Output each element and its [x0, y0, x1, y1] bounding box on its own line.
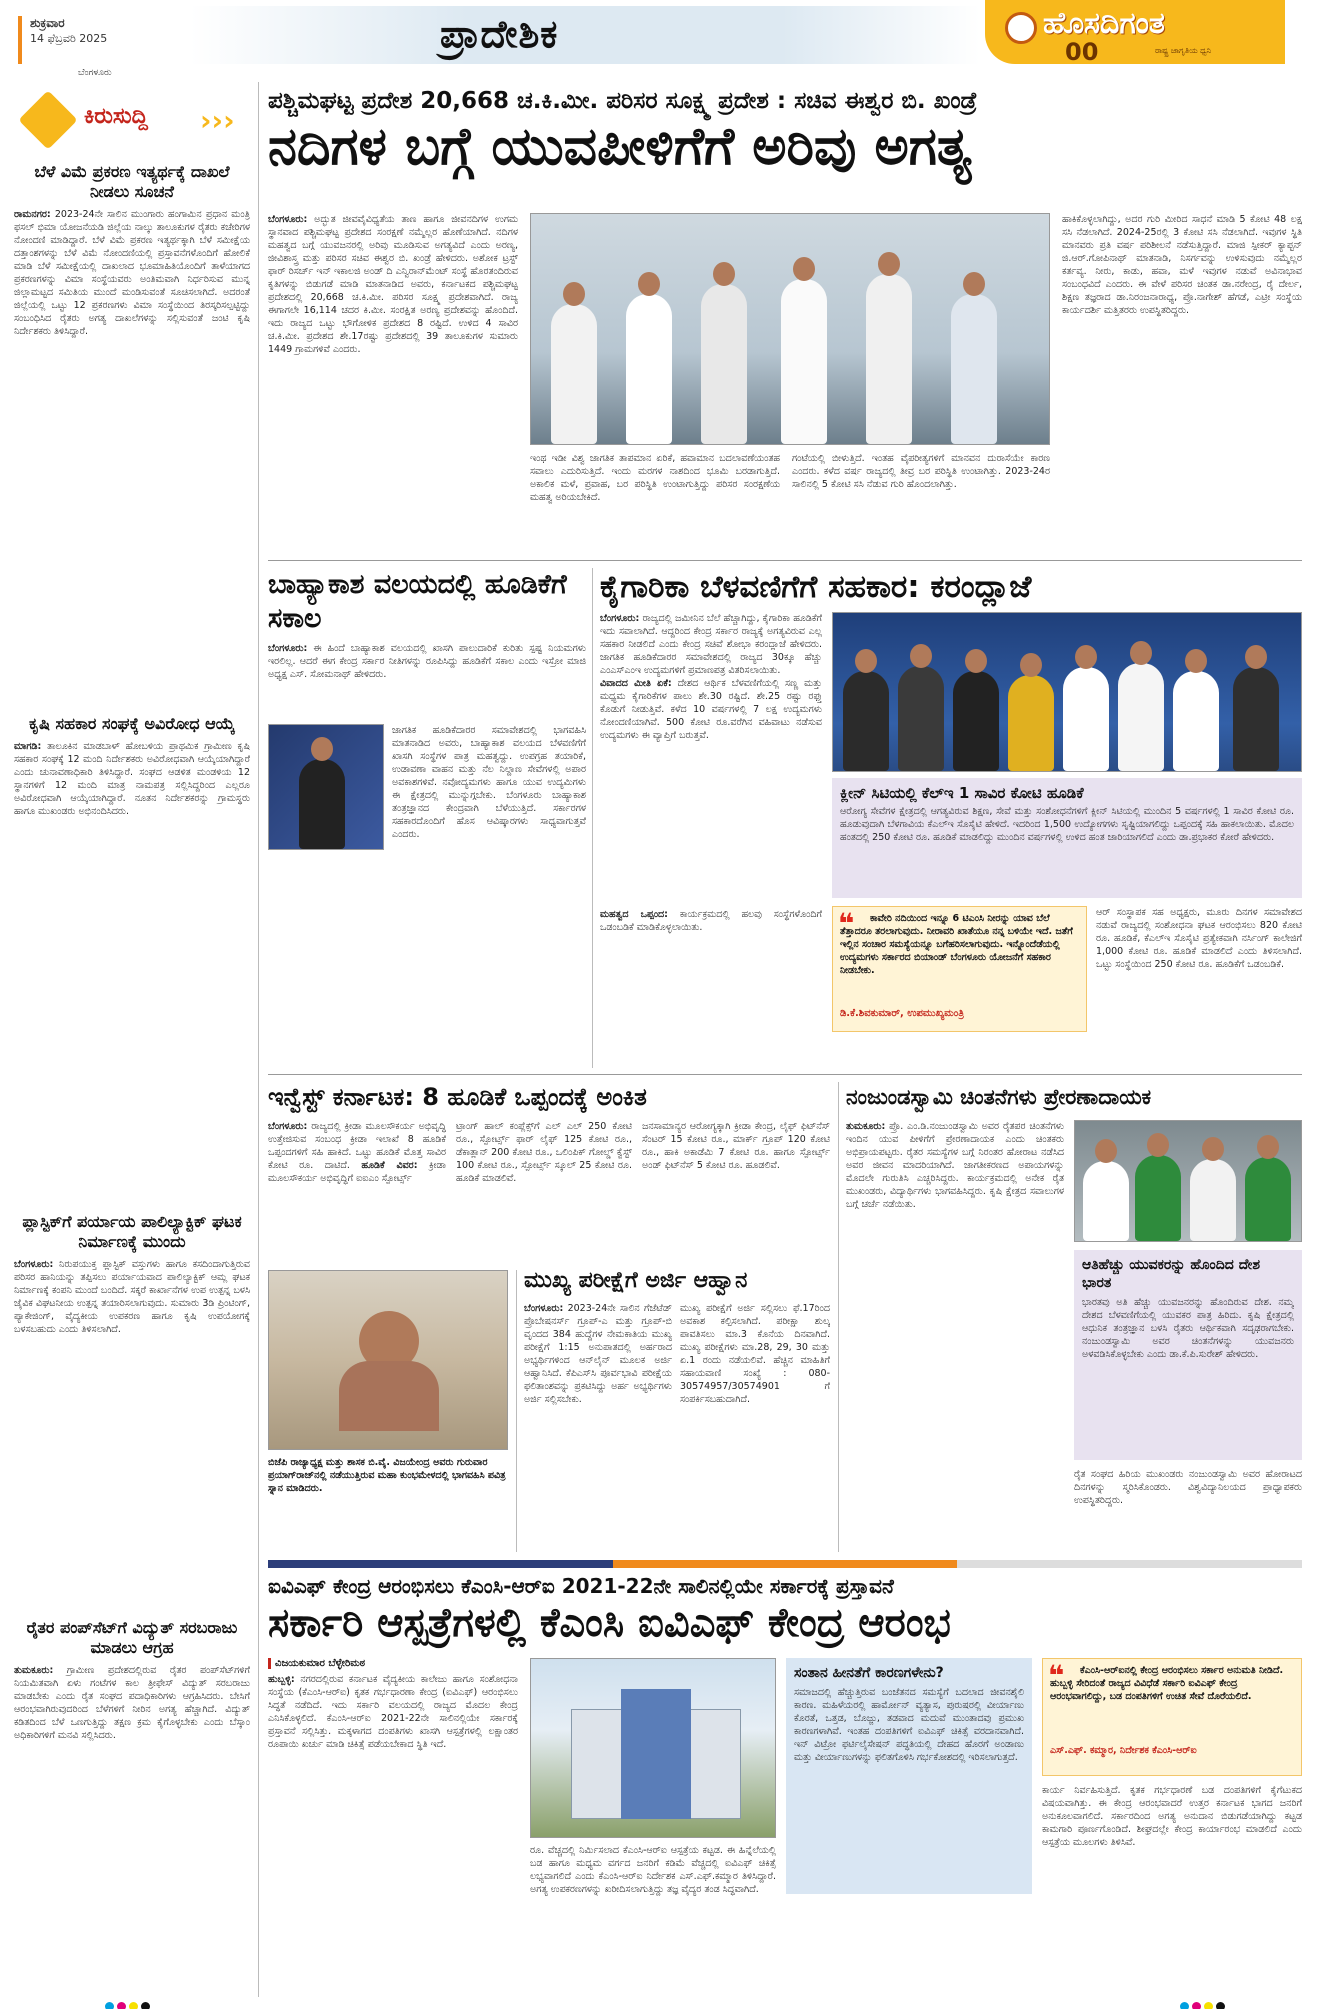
story-body	[14, 740, 250, 1230]
dateline: ರಾಮನಗರ:	[14, 209, 51, 220]
dateline: ಬೆಂಗಳೂರು:	[268, 214, 308, 225]
industry-photo	[832, 612, 1302, 772]
story-headline: ಪ್ಲಾಸ್ಟಿಕ್‌ಗೆ ಪರ್ಯಾಯ ಪಾಲಿಲ್ಯಾಕ್ಟಿಕ್ ಘಟಕ ನಿರ್ಮಾಣಕ್ಕೆ ಮುಂದು	[22, 1212, 242, 1251]
divider	[838, 1082, 839, 1552]
space-photo	[268, 724, 384, 850]
sidebar-story-4	[14, 1618, 250, 1964]
paper-logo	[985, 0, 1285, 64]
subhead: ವಿವಾದದ ಮೀತಿ ಏಕೆ:	[600, 678, 672, 689]
logo-emblem-icon	[1005, 12, 1037, 44]
dateline: ಹುಬ್ಬಳ್ಳಿ:	[268, 1674, 295, 1685]
ivf-kicker: ಐವಿಎಫ್ ಕೇಂದ್ರ ಆರಂಭಿಸಲು ಕೆಎಂಸಿ-ಆರ್‌ಐ 2021-22ನೇ ಸಾಲಿನಲ್ಲಿಯೇ ಸರ್ಕಾರಕ್ಕೆ ಪ್ರಸ್ತಾವನೆ	[268, 1574, 894, 1598]
ivf-col-1-text: ಹುಬ್ಬಳ್ಳಿ: ನಗರದಲ್ಲಿರುವ ಕರ್ನಾಟಕ ವೈದ್ಯಕೀಯ ಕಾಲೇಜು ಹಾಗೂ ಸಂಶೋಧನಾ ಸಂಸ್ಥೆಯ (ಕೆಎಂಸಿ-ಆರ್‌ಐ) ಕೃತಕ ಗರ್ಭಧಾರಣಾ ಕೇಂದ್ರ (ಐವಿಎಫ್) ಆರಂಭಿಸಲು ಸಿದ್ಧತೆ ನಡೆದಿದೆ. ಇದು ಸರ್ಕಾರಿ ವಲಯದಲ್ಲಿ ರಾಜ್ಯದ ಮೊದಲ ಕೇಂದ್ರ ಎನಿಸಿಕೊಳ್ಳಲಿದೆ. ಕೆಎಂಸಿ-ಆರ್‌ಐ 2021-22ನೇ ಸಾಲಿನಲ್ಲಿಯೇ ಸರ್ಕಾರಕ್ಕೆ ಪ್ರಸ್ತಾವನೆ ಸಲ್ಲಿಸಿತ್ತು. ಮಕ್ಕಳಾಗದ ದಂಪತಿಗಳು ಖಾಸಗಿ ಆಸ್ಪತ್ರೆಗಳಲ್ಲಿ ಲಕ್ಷಾಂತರ ರೂಪಾಯಿ ಖರ್ಚು ಮಾಡಿ ಚಿಕಿತ್ಸೆ ಪಡೆಯಬೇಕಾದ ಸ್ಥಿತಿ ಇದೆ.	[268, 1674, 518, 1750]
story-text: ಗ್ರಾಮೀಣ ಪ್ರದೇಶದಲ್ಲಿರುವ ರೈತರ ಪಂಪ್‌ಸೆಟ್‌ಗಳಿಗೆ ನಿಯಮಿತವಾಗಿ ಏಳು ಗಂಟೆಗಳ ಕಾಲ ತ್ರೀಫೇಸ್ ವಿದ್ಯುತ್ ಸರಬರಾಜು ಮಾಡಬೇಕು ಎಂದು ರೈತ ಸಂಘದ ಪದಾಧಿಕಾರಿಗಳು ಆಗ್ರಹಿಸಿದರು. ಬೇಸಿಗೆ ಆರಂಭವಾಗಿರುವುದರಿಂದ ಬೆಳೆಗಳಿಗೆ ನೀರಿನ ಅಗತ್ಯ ಹೆಚ್ಚಾಗಿದೆ. ವಿದ್ಯುತ್ ಕಡಿತದಿಂದ ಬೆಳೆ ಒಣಗುತ್ತಿದ್ದು ತಕ್ಷಣ ಕ್ರಮ ಕೈಗೊಳ್ಳಬೇಕು ಎಂದು ಬೆಸ್ಕಾಂ ಅಧಿಕಾರಿಗಳಿಗೆ ಮನವಿ ಸಲ್ಲಿಸಿದರು.	[14, 1665, 250, 1741]
divider	[516, 1270, 517, 1552]
right-col-text: ಆರ್ ಸಂಸ್ಥಾಪಕ ಸಹ ಅಧ್ಯಕ್ಷರು, ಮೂರು ದಿನಗಳ ಸಮಾವೇಶದ ನಡುವೆ ರಾಜ್ಯದಲ್ಲಿ ಸಂಶೋಧನಾ ಘಟಕ ಆರಂಭಿಸಲು 820 ಕೋಟಿ ರೂ. ಹೂಡಿಕೆ, ಕೆಎಲ್‌ಇ ಸೊಸೈಟಿ ಪ್ರತ್ಯೇಕವಾಗಿ ನರ್ಸಿಂಗ್ ಕಾಲೇಜಿಗೆ 1,000 ಕೋಟಿ ರೂ. ಹೂಡಿಕೆ ಮಾಡಲಿದೆ ಎಂದು ತಿಳಿಸಲಾಗಿದೆ. ಒಟ್ಟು ಸಂಸ್ಥೆಯಿಂದ 250 ಕೋಟಿ ರೂ. ಹೂಡಿಕೆಗೆ ಒಡಂಬಡಿಕೆ.	[1096, 907, 1302, 970]
nanjunda-box	[1074, 1250, 1302, 1460]
exam-headline: ಮುಖ್ಯ ಪರೀಕ್ಷೆಗೆ ಅರ್ಜಿ ಆಹ್ವಾನ	[524, 1268, 748, 1293]
kirusuddi-logo	[20, 92, 250, 148]
industry-story	[600, 568, 1302, 1068]
chevron-right-icon: ›››	[200, 104, 235, 137]
dateline: ಬೆಂಗಳೂರು:	[268, 1121, 308, 1132]
box-headline: ಆತಿಹೆಚ್ಚು ಯುವಕರನ್ನು ಹೊಂದಿದ ದೇಶ ಭಾರತ	[1082, 1257, 1261, 1291]
sidebar	[14, 82, 252, 2002]
color-bar	[268, 1560, 1302, 1568]
box-body: ಭಾರತವು ಅತಿ ಹೆಚ್ಚು ಯುವಜನರನ್ನು ಹೊಂದಿರುವ ದೇಶ. ನಮ್ಮ ದೇಶದ ಬೆಳವಣಿಗೆಯಲ್ಲಿ ಯುವಕರ ಪಾತ್ರ ಹಿರಿದು. ಕೃಷಿ ಕ್ಷೇತ್ರದಲ್ಲಿ ಆಧುನಿಕ ತಂತ್ರಜ್ಞಾನ ಬಳಸಿ ರೈತರು ಆರ್ಥಿಕವಾಗಿ ಸದೃಢರಾಗಬೇಕು. ನಂಜುಂಡಸ್ವಾಮಿ ಅವರ ಚಿಂತನೆಗಳನ್ನು ಯುವಜನರು ಅಳವಡಿಸಿಕೊಳ್ಳಬೇಕು ಎಂದು ಡಾ.ಕೆ.ಪಿ.ಸುರೇಶ್ ಹೇಳಿದರು.	[1082, 1297, 1294, 1360]
issue-date: 14 ಫೆಬ್ರವರಿ 2025	[30, 32, 108, 45]
story-headline: ಕೃಷಿ ಸಹಕಾರ ಸಂಘಕ್ಕೆ ಅವಿರೋಧ ಆಯ್ಕೆ	[28, 714, 236, 733]
lead-headline: ನದಿಗಳ ಬಗ್ಗೆ ಯುವಪೀಳಿಗೆಗೆ ಅರಿವು ಅಗತ್ಯ	[268, 117, 972, 177]
paper-name: ಹೊಸದಿಗಂತ	[1043, 6, 1165, 41]
quote-box	[832, 906, 1087, 1032]
ivf-story	[268, 1574, 1302, 1994]
industry-col-1: ಬೆಂಗಳೂರು: ರಾಜ್ಯದಲ್ಲಿ ಜಮೀನಿನ ಬೆಲೆ ಹೆಚ್ಚಾಗಿದ್ದು, ಕೈಗಾರಿಕಾ ಹೂಡಿಕೆಗೆ ಇದು ಸವಾಲಾಗಿದೆ. ಆದ್ದರಿಂದ ಕೇಂದ್ರ ಸರ್ಕಾರ ರಾಜ್ಯಕ್ಕೆ ಅಗತ್ಯವಿರುವ ಎಲ್ಲ ಸಹಕಾರ ನೀಡಲಿದೆ ಎಂದು ಕೇಂದ್ರ ಸಚಿವೆ ಶೋಭಾ ಕರಂದ್ಲಾಜೆ ಹೇಳಿದರು. ಜಾಗತಿಕ ಹೂಡಿಕೆದಾರರ ಸಮಾವೇಶದಲ್ಲಿ ರಾಜ್ಯದ 30ಕ್ಕೂ ಹೆಚ್ಚು ಎಂಎಸ್‌ಎಂಇ ಉದ್ಯಮಗಳಿಗೆ ಪ್ರಮಾಣಪತ್ರ ವಿತರಿಸಲಾಯಿತು. ವಿವಾದದ ಮೀತಿ ಏಕೆ: ದೇಶದ ಆರ್ಥಿಕ ಬೆಳವಣಿಗೆಯಲ್ಲಿ ಸಣ್ಣ ಮತ್ತು ಮಧ್ಯಮ ಕೈಗಾರಿಕೆಗಳ ಪಾಲು ಶೇ.30 ರಷ್ಟಿದೆ. ಶೇ.25 ರಷ್ಟು ರಫ್ತು ಕೊಡುಗೆ ನೀಡುತ್ತಿವೆ. ಕಳೆದ 10 ವರ್ಷಗಳಲ್ಲಿ 7 ಲಕ್ಷ ಉದ್ಯಮಗಳು ನೋಂದಣಿಯಾಗಿವೆ. 500 ಕೋಟಿ ರೂ.ವರೆಗಿನ ವಹಿವಾಟು ನಡೆಸುವ ಉದ್ಯಮಗಳು ಈ ವ್ಯಾಪ್ತಿಗೆ ಬರುತ್ತವೆ.	[600, 613, 822, 741]
story-body	[14, 208, 250, 708]
divider	[268, 560, 1302, 561]
dateline: ಬೆಂಗಳೂರು:	[600, 613, 640, 624]
nanjunda-photo	[1074, 1120, 1302, 1242]
ivf-col-4: ಕಾರ್ಯ ನಿರ್ವಹಿಸುತ್ತಿದೆ. ಕೃತಕ ಗರ್ಭಧಾರಣೆ ಬಡ ದಂಪತಿಗಳಿಗೆ ಕೈಗೆಟುಕದ ವಿಷಯವಾಗಿತ್ತು. ಈ ಕೇಂದ್ರ ಆರಂಭವಾದರೆ ಉತ್ತರ ಕರ್ನಾಟಕ ಭಾಗದ ಜನರಿಗೆ ಅನುಕೂಲವಾಗಲಿದೆ. ಸರ್ಕಾರದಿಂದ ಅಗತ್ಯ ಅನುದಾನ ಬಿಡುಗಡೆಯಾಗಿದ್ದು ಕಟ್ಟಡ ಕಾಮಗಾರಿ ಪೂರ್ಣಗೊಂಡಿದೆ. ಶೀಘ್ರದಲ್ಲೇ ಕೇಂದ್ರ ಕಾರ್ಯಾರಂಭ ಮಾಡಲಿದೆ ಎಂದು ಆಸ್ಪತ್ರೆಯ ಮೂಲಗಳು ತಿಳಿಸಿವೆ.	[1042, 1785, 1302, 1848]
story-body	[14, 1664, 250, 1964]
dateline: ಬೆಂಗಳೂರು:	[14, 1259, 54, 1270]
story-text: ನಿರುಪಯುಕ್ತ ಪ್ಲಾಸ್ಟಿಕ್ ವಸ್ತುಗಳು ಹಾಗೂ ಕಸದಿಂದಾಗುತ್ತಿರುವ ಪರಿಸರ ಹಾನಿಯನ್ನು ತಪ್ಪಿಸಲು ಪರ್ಯಾಯವಾದ ಪಾಲಿಲ್ಯಾಕ್ಟಿಕ್ ಆಮ್ಲ ಘಟಕ ನಿರ್ಮಾಣಕ್ಕೆ ಕಂಪನಿ ಮುಂದೆ ಬಂದಿದೆ. ಸಕ್ಕರೆ ಕಾರ್ಖಾನೆಗಳ ಉಪ ಉತ್ಪನ್ನ ಬಳಸಿ ಜೈವಿಕ ವಿಘಟನೀಯ ಉತ್ಪನ್ನ ತಯಾರಿಸಲಾಗುವುದು. ಸುಮಾರು 3ಡಿ ಪ್ರಿಂಟಿಂಗ್, ಪ್ಯಾಕೇಜಿಂಗ್, ವೈದ್ಯಕೀಯ ಉಪಕರಣ ಹಾಗೂ ಕೃಷಿ ಉಪಯೋಗಕ್ಕೆ ಬಳಸಬಹುದು ಎಂದು ತಿಳಿಸಲಾಗಿದೆ.	[14, 1259, 250, 1335]
quote-icon: ❝	[838, 907, 855, 940]
byline: ವಿಜಯಕುಮಾರ ಬೆಳ್ಳೇರಿಮಠ	[268, 1658, 518, 1669]
quote-attribution: ಡಿ.ಕೆ.ಶಿವಕುಮಾರ್, ಉಪಮುಖ್ಯಮಂತ್ರಿ	[840, 1008, 964, 1019]
exam-story	[524, 1266, 830, 1552]
space-col-1: ಬೆಂಗಳೂರು: ಈ ಹಿಂದೆ ಬಾಹ್ಯಾಕಾಶ ವಲಯದಲ್ಲಿ ಖಾಸಗಿ ಪಾಲುದಾರಿಕೆ ಕುರಿತು ಸ್ಪಷ್ಟ ನಿಯಮಗಳು ಇರಲಿಲ್ಲ. ಆದರೆ ಈಗ ಕೇಂದ್ರ ಸರ್ಕಾರ ನೀತಿಗಳನ್ನು ರೂಪಿಸಿದ್ದು ಹೂಡಿಕೆಗೆ ಸಕಾಲ ಎಂದು ಇಸ್ರೋ ಮಾಜಿ ಅಧ್ಯಕ್ಷ ಎಸ್. ಸೋಮನಾಥ್ ಹೇಳಿದರು.	[268, 643, 586, 680]
section-banner	[190, 6, 980, 64]
space-col-2: ಜಾಗತಿಕ ಹೂಡಿಕೆದಾರರ ಸಮಾವೇಶದಲ್ಲಿ ಭಾಗವಹಿಸಿ ಮಾತನಾಡಿದ ಅವರು, ಬಾಹ್ಯಾಕಾಶ ವಲಯದ ಬೆಳವಣಿಗೆಗೆ ಖಾಸಗಿ ಸಂಸ್ಥೆಗಳ ಪಾತ್ರ ಮಹತ್ವದ್ದು. ಉಪಗ್ರಹ ತಯಾರಿಕೆ, ಉಡಾವಣಾ ವಾಹನ ಮತ್ತು ನೆಲ ನಿಲ್ದಾಣ ಸೇವೆಗಳಲ್ಲಿ ಅಪಾರ ಅವಕಾಶಗಳಿವೆ. ನವೋದ್ಯಮಗಳು ಹಾಗೂ ಯುವ ಉದ್ಯಮಿಗಳು ಈ ಕ್ಷೇತ್ರದಲ್ಲಿ ಮುನ್ನುಗ್ಗಬೇಕು. ಬೆಂಗಳೂರು ಬಾಹ್ಯಾಕಾಶ ತಂತ್ರಜ್ಞಾನದ ಕೇಂದ್ರವಾಗಿ ಬೆಳೆಯುತ್ತಿದೆ. ಸರ್ಕಾರಗಳ ಸಹಕಾರದೊಂದಿಗೆ ಹೊಸ ಆವಿಷ್ಕಾರಗಳು ಸಾಧ್ಯವಾಗುತ್ತವೆ ಎಂದರು.	[392, 725, 586, 840]
dateline: ತುಮಕೂರು:	[846, 1121, 886, 1132]
photo-caption: ರೂ. ವೆಚ್ಚದಲ್ಲಿ ನಿರ್ಮಿಸಲಾದ ಕೆಎಂಸಿ-ಆರ್‌ಐ ಆಸ್ಪತ್ರೆಯ ಕಟ್ಟಡ.	[530, 1845, 723, 1856]
exam-col-2: ಮುಖ್ಯ ಪರೀಕ್ಷೆಗೆ ಅರ್ಜಿ ಸಲ್ಲಿಸಲು ಫೆ.17ರಿಂದ ಅವಕಾಶ ಕಲ್ಪಿಸಲಾಗಿದೆ. ಪರೀಕ್ಷಾ ಶುಲ್ಕ ಪಾವತಿಸಲು ಮಾ.3 ಕೊನೆಯ ದಿನವಾಗಿದೆ. ಮುಖ್ಯ ಪರೀಕ್ಷೆಗಳು ಮಾ.28, 29, 30 ಮತ್ತು ಏ.1 ರಂದು ನಡೆಯಲಿವೆ. ಹೆಚ್ಚಿನ ಮಾಹಿತಿಗೆ ಸಹಾಯವಾಣಿ ಸಂಖ್ಯೆ : 080-30574957/30574901 ಗೆ ಸಂಪರ್ಕಿಸಬಹುದಾಗಿದೆ.	[680, 1303, 830, 1405]
ivf-quote-box	[1042, 1658, 1302, 1776]
story-body	[14, 1258, 250, 1638]
lead-photo	[530, 213, 1050, 445]
dateline: ಬೆಂಗಳೂರು:	[524, 1303, 564, 1314]
ivf-col-2: ರೂ. ವೆಚ್ಚದಲ್ಲಿ ನಿರ್ಮಿಸಲಾದ ಕೆಎಂಸಿ-ಆರ್‌ಐ ಆಸ್ಪತ್ರೆಯ ಕಟ್ಟಡ. ಈ ಹಿನ್ನೆಲೆಯಲ್ಲಿ ಬಡ ಹಾಗೂ ಮಧ್ಯಮ ವರ್ಗದ ಜನರಿಗೆ ಕಡಿಮೆ ವೆಚ್ಚದಲ್ಲಿ ಐವಿಎಫ್ ಚಿಕಿತ್ಸೆ ಲಭ್ಯವಾಗಲಿದೆ ಎಂದು ಕೆಎಂಸಿ-ಆರ್‌ಐ ನಿರ್ದೇಶಕ ಎಸ್.ಎಫ್.ಕಮ್ಮಾರ ತಿಳಿಸಿದ್ದಾರೆ. ಅಗತ್ಯ ಉಪಕರಣಗಳನ್ನು ಖರೀದಿಸಲಾಗುತ್ತಿದ್ದು ತಜ್ಞ ವೈದ್ಯರ ತಂಡ ಸಿದ್ಧವಾಗಿದೆ.	[530, 1845, 776, 1895]
ivf-building-photo	[530, 1658, 776, 1838]
story-text: ತಾಲೂಕಿನ ಮಾಡಬಾಳ್ ಹೋಬಳಿಯ ಪ್ರಾಥಮಿಕ ಗ್ರಾಮೀಣ ಕೃಷಿ ಸಹಕಾರ ಸಂಘಕ್ಕೆ 12 ಮಂದಿ ನಿರ್ದೇಶಕರು ಅವಿರೋಧವಾಗಿ ಆಯ್ಕೆಯಾಗಿದ್ದಾರೆ ಎಂದು ಚುನಾವಣಾಧಿಕಾರಿ ತಿಳಿಸಿದ್ದಾರೆ. ಸಂಘದ ಆಡಳಿತ ಮಂಡಳಿಯ 12 ಸ್ಥಾನಗಳಿಗೆ 12 ಮಂದಿ ಮಾತ್ರ ನಾಮಪತ್ರ ಸಲ್ಲಿಸಿದ್ದರಿಂದ ಎಲ್ಲರೂ ಅವಿರೋಧವಾಗಿ ಆಯ್ಕೆಯಾಗಿದ್ದಾರೆ. ನೂತನ ನಿರ್ದೇಶಕರನ್ನು ಗ್ರಾಮಸ್ಥರು ಹಾಗೂ ಮುಖಂಡರು ಅಭಿನಂದಿಸಿದರು.	[14, 741, 250, 817]
invest-col-2: ಟ್ರಾಂಗ್ ಹಾಲ್ ಕಂಪ್ಲೆಕ್ಸ್‌ಗೆ ಎಲ್ ಎಲ್ 250 ಕೋಟಿ ರೂ., ಸ್ಪೋರ್ಟ್ಸ್ ಫಾರ್ ಲೈಫ್ 125 ಕೋಟಿ ರೂ., ಡೆಕಾತ್ಲಾನ್ 200 ಕೋಟಿ ರೂ., ಒಲಿಂಪಿಕ್ ಗೋಲ್ಡ್ ಕ್ವೆಸ್ಟ್ 100 ಕೋಟಿ ರೂ., ಸ್ಪೋರ್ಟ್ಸ್ ಸ್ಕೂಲ್ 25 ಕೋಟಿ ರೂ. ಹೂಡಿಕೆ ಮಾಡಲಿವೆ.	[456, 1121, 632, 1184]
nanjunda-col-1: ತುಮಕೂರು: ಪ್ರೊ. ಎಂ.ಡಿ.ನಂಜುಂಡಸ್ವಾಮಿ ಅವರ ರೈತಪರ ಚಿಂತನೆಗಳು ಇಂದಿನ ಯುವ ಪೀಳಿಗೆಗೆ ಪ್ರೇರಣಾದಾಯಕ ಎಂದು ಚಿಂತಕರು ಅಭಿಪ್ರಾಯಪಟ್ಟರು. ರೈತರ ಸಮಸ್ಯೆಗಳ ಬಗ್ಗೆ ನಿರಂತರ ಹೋರಾಟ ನಡೆಸಿದ ಅವರ ಜೀವನ ಮಾದರಿಯಾಗಿದೆ. ಜಾಗತೀಕರಣದ ಅಪಾಯಗಳನ್ನು ಮೊದಲೇ ಗುರುತಿಸಿ ಎಚ್ಚರಿಸಿದ್ದರು. ಕಾರ್ಯಕ್ರಮದಲ್ಲಿ ಅನೇಕ ರೈತ ಮುಖಂಡರು, ವಿದ್ಯಾರ್ಥಿಗಳು ಭಾಗವಹಿಸಿದ್ದರು. ಕೃಷಿ ಕ್ಷೇತ್ರದ ಸವಾಲುಗಳ ಬಗ್ಗೆ ಚರ್ಚೆ ನಡೆಯಿತು.	[846, 1121, 1064, 1210]
lead-col-3: ಗಂಟೆಯಲ್ಲಿ ಬೀಳುತ್ತಿದೆ. ಇಂತಹ ವೈಪರೀತ್ಯಗಳಿಗೆ ಮಾನವನ ದುರಾಸೆಯೇ ಕಾರಣ ಎಂದರು. ಕಳೆದ ವರ್ಷ ರಾಜ್ಯದಲ್ಲಿ ತೀವ್ರ ಬರ ಪರಿಸ್ಥಿತಿ ಉಂಟಾಗಿತ್ತು. 2023-24ರ ಸಾಲಿನಲ್ಲಿ 5 ಕೋಟಿ ಸಸಿ ನೆಡುವ ಗುರಿ ಹೊಂದಲಾಗಿತ್ತು.	[792, 453, 1050, 490]
sidebar-story-3	[14, 1212, 250, 1638]
hand-icon	[18, 90, 77, 149]
invest-col-3: ಜನಸಾಮಾನ್ಯರ ಆರೋಗ್ಯಕ್ಕಾಗಿ ಕ್ರೀಡಾ ಕೇಂದ್ರ, ಲೈಫ್ ಫಿಟ್‌ನೆಸ್ ಸೆಂಟರ್ 15 ಕೋಟಿ ರೂ., ಮಾರ್ಕ್ ಗ್ರೂಪ್ 120 ಕೋಟಿ ರೂ., ಹಾಕಿ ಅಕಾಡೆಮಿ 7 ಕೋಟಿ ರೂ. ಹಾಗೂ ಸ್ಪೋರ್ಟ್ಸ್ ಅಂಡ್ ಫಿಟ್‌ನೆಸ್ 5 ಕೋಟಿ ರೂ. ಹೂಡಲಿವೆ.	[642, 1121, 830, 1171]
kleen-body: ಆರೋಗ್ಯ ಸೇವೆಗಳ ಕ್ಷೇತ್ರದಲ್ಲಿ ಆಗತ್ಯವಿರುವ ಶಿಕ್ಷಣ, ಸೇವೆ ಮತ್ತು ಸಂಶೋಧನೆಗಳಿಗೆ ಕ್ಲೀನ್ ಸಿಟಿಯಲ್ಲಿ ಮುಂದಿನ 5 ವರ್ಷಗಳಲ್ಲಿ 1 ಸಾವಿರ ಕೋಟಿ ರೂ. ಹೂಡುವುದಾಗಿ ಬೆಳಗಾವಿಯ ಕೆಎಲ್‌ಇ ಸೊಸೈಟಿ ಹೇಳಿದೆ. ಇದರಿಂದ 1,500 ಉದ್ಯೋಗಗಳು ಸೃಷ್ಟಿಯಾಗಲಿದ್ದು ಒಪ್ಪಂದಕ್ಕೆ ಸಹಿ ಹಾಕಲಾಯಿತು. ಮೊದಲ ಹಂತದಲ್ಲಿ 250 ಕೋಟಿ ರೂ. ಹೂಡಿಕೆ ಮಾಡಲಿದ್ದು ಮುಂದಿನ ವರ್ಷಗಳಲ್ಲಿ ಉಳಿದ ಹಂತ ಜಾರಿಯಾಗಲಿದೆ ಎಂದು ಡಾ.ಪ್ರಭಾಕರ ಕೋರೆ ಹೇಳಿದರು.	[840, 806, 1294, 843]
space-story	[268, 568, 586, 1068]
divider	[592, 568, 593, 1068]
ivf-box	[786, 1658, 1032, 1894]
tagline: ರಾಷ್ಟ್ರ ಜಾಗೃತಿಯ ಧ್ವನಿ	[1155, 46, 1212, 55]
lead-col-2: ಇಂಥ ಇಡೀ ವಿಶ್ವ ಜಾಗತಿಕ ತಾಪಮಾನ ಏರಿಕೆ, ಹವಾಮಾನ ಬದಲಾವಣೆಯಂತಹ ಸವಾಲು ಎದುರಿಸುತ್ತಿದೆ. ಇಂದು ಮರಗಳ ನಾಶದಿಂದ ಭೂಮಿ ಬರಡಾಗುತ್ತಿದೆ. ಅಕಾಲಿಕ ಮಳೆ, ಪ್ರವಾಹ, ಬರ ಪರಿಸ್ಥಿತಿ ಉಂಟಾಗುತ್ತಿದ್ದು ಪರಿಸರ ಸಂರಕ್ಷಣೆಯ ಮಹತ್ವ ಅರಿಯಬೇಕಿದೆ.	[530, 453, 780, 503]
place-label: ಬೆಂಗಳೂರು	[78, 68, 112, 78]
lead-kicker: ಪಶ್ಚಿಮಘಟ್ಟ ಪ್ರದೇಶ 20,668 ಚ.ಕಿ.ಮೀ. ಪರಿಸರ ಸೂಕ್ಷ್ಮ ಪ್ರದೇಶ : ಸಚಿವ ಈಶ್ವರ ಬಿ. ಖಂಡ್ರೆ	[268, 88, 978, 114]
quote-text: ಕೆಎಂಸಿ-ಆರ್‌ಐನಲ್ಲಿ ಕೇಂದ್ರ ಆರಂಭಿಸಲು ಸರ್ಕಾರ ಅನುಮತಿ ನೀಡಿದೆ. ಹುಬ್ಬಳ್ಳಿ ಸೇರಿದಂತೆ ರಾಜ್ಯದ ವಿವಿಧೆಡೆ ಸರ್ಕಾರಿ ಐವಿಎಫ್ ಕೇಂದ್ರ ಆರಂಭವಾಗಲಿದ್ದು, ಬಡ ದಂಪತಿಗಳಿಗೆ ಉಚಿತ ಸೇವೆ ದೊರೆಯಲಿದೆ.	[1050, 1665, 1284, 1702]
kirusuddi-title: ಕಿರುಸುದ್ದಿ	[84, 104, 148, 129]
ivf-headline: ಸರ್ಕಾರಿ ಆಸ್ಪತ್ರೆಗಳಲ್ಲಿ ಕೆಎಂಸಿ ಐವಿಎಫ್ ಕೇಂದ್ರ ಆರಂಭ	[268, 1600, 951, 1646]
masthead	[0, 0, 1317, 78]
section-title: ಪ್ರಾದೇಶಿಕ	[440, 12, 559, 56]
dateline: ಮಾಗಡಿ:	[14, 741, 42, 752]
kumbh-photo-block	[268, 1270, 508, 1552]
kumbh-photo	[268, 1270, 508, 1450]
invest-col-1: ಬೆಂಗಳೂರು: ರಾಜ್ಯದಲ್ಲಿ ಕ್ರೀಡಾ ಮೂಲಸೌಕರ್ಯ ಅಭಿವೃದ್ಧಿ ಉತ್ತೇಜಿಸುವ ಸಂಬಂಧ ಕ್ರೀಡಾ ಇಲಾಖೆ 8 ಹೂಡಿಕೆ ಒಪ್ಪಂದಗಳಿಗೆ ಸಹಿ ಹಾಕಿದೆ. ಒಟ್ಟು ಹೂಡಿಕೆ ಮೊತ್ತ ಸಾವಿರ ಕೋಟಿ ರೂ. ದಾಟಿದೆ. ಹೂಡಿಕೆ ವಿವರ: ಕ್ರೀಡಾ ಮೂಲಸೌಕರ್ಯ ಅಭಿವೃದ್ಧಿಗೆ ಐಐಎಂ ಸ್ಪೋರ್ಟ್ಸ್	[268, 1121, 446, 1184]
page-number: 00	[1065, 38, 1099, 66]
box-body: ಸಮಾಜದಲ್ಲಿ ಹೆಚ್ಚುತ್ತಿರುವ ಬಂಜೆತನದ ಸಮಸ್ಯೆಗೆ ಬದಲಾದ ಜೀವನಶೈಲಿ ಕಾರಣ. ಮಹಿಳೆಯರಲ್ಲಿ ಹಾರ್ಮೋನ್ ವ್ಯತ್ಯಾಸ, ಪುರುಷರಲ್ಲಿ ವೀರ್ಯಾಣು ಕೊರತೆ, ಒತ್ತಡ, ಬೊಜ್ಜು, ತಡವಾದ ಮದುವೆ ಮುಂತಾದವು ಪ್ರಮುಖ ಕಾರಣಗಳಾಗಿವೆ. ಇಂತಹ ದಂಪತಿಗಳಿಗೆ ಐವಿಎಫ್ ಚಿಕಿತ್ಸೆ ವರದಾನವಾಗಿದೆ. ಇನ್ ವಿಟ್ರೋ ಫರ್ಟಿಲೈಸೇಷನ್ ಪದ್ಧತಿಯಲ್ಲಿ ದೇಹದ ಹೊರಗೆ ಅಂಡಾಣು ಮತ್ತು ವೀರ್ಯಾಣುಗಳನ್ನು ಫಲಿತಗೊಳಿಸಿ ಗರ್ಭಕೋಶದಲ್ಲಿ ಇರಿಸಲಾಗುತ್ತದೆ.	[794, 1687, 1024, 1763]
lead-col-4: ಹಾಕಿಕೊಳ್ಳಲಾಗಿದ್ದು, ಅದರ ಗುರಿ ಮೀರಿದ ಸಾಧನೆ ಮಾಡಿ 5 ಕೋಟಿ 48 ಲಕ್ಷ ಸಸಿ ನೆಡಲಾಗಿದೆ. 2024-25ರಲ್ಲಿ 3 ಕೋಟಿ ಸಸಿ ನೆಡಲಾಗಿದೆ. ಇವುಗಳ ಸ್ಥಿತಿ ಮಾನವರು ಪ್ರತಿ ವರ್ಷ ಪರಿಶೀಲನೆ ನಡೆಸುತ್ತಿದ್ದಾರೆ. ಮಾಜಿ ಸ್ಪೀಕರ್ ಕ್ಯಾಪ್ಟನ್ ಜಿ.ಆರ್.ಗೋಪಿನಾಥ್ ಮಾತನಾಡಿ, ನಿಸರ್ಗವನ್ನು ಉಳಿಸುವುದು ನಮ್ಮೆಲ್ಲರ ಕರ್ತವ್ಯ. ನೀರು, ಕಾಡು, ಹವಾ, ಮಳೆ ಇವುಗಳ ನಡುವೆ ಅವಿನಾಭಾವ ಸಂಬಂಧವಿದೆ ಎಂದರು. ಈ ವೇಳೆ ಪರಿಸರ ಚಿಂತಕ ಡಾ.ನರೇಂದ್ರ, ರೈ ದೇರ್ಲ, ಶಿಕ್ಷಣ ತಜ್ಞರಾದ ಡಾ.ನಿರಂಜನಾರಾಧ್ಯ, ಪ್ರೊ.ನಾಗೇಶ್ ಹೆಗಡೆ, ಎಟ್ರೀ ಸಂಸ್ಥೆಯ ಕಾರ್ಯದರ್ಶಿ ಮತ್ತಿತರರು ಉಪಸ್ಥಿತರಿದ್ದರು.	[1062, 214, 1302, 316]
story-headline: ಬೆಳೆ ವಿಮೆ ಪ್ರಕರಣ ಇತ್ಯರ್ಥಕ್ಕೆ ದಾಖಲೆ ನೀಡಲು ಸೂಚನೆ	[34, 162, 230, 201]
story-headline: ರೈತರ ಪಂಪ್‌ಸೆಟ್‌ಗೆ ವಿದ್ಯುತ್ ಸರಬರಾಜು ಮಾಡಲು ಆಗ್ರಹ	[26, 1618, 238, 1657]
nanjunda-headline: ನಂಜುಂಡಸ್ವಾಮಿ ಚಿಂತನೆಗಳು ಪ್ರೇರಣಾದಾಯಕ	[846, 1085, 1152, 1109]
lead-story	[268, 88, 1302, 558]
kumbh-caption: ಬಿಜೆಪಿ ರಾಜ್ಯಾಧ್ಯಕ್ಷ ಮತ್ತು ಶಾಸಕ ಬಿ.ವೈ. ವಿಜಯೇಂದ್ರ ಅವರು ಗುರುವಾರ ಪ್ರಯಾಗ್‌ರಾಜ್‌ನಲ್ಲಿ ನಡೆಯುತ್ತಿರುವ ಮಹಾ ಕುಂಭಮೇಳದಲ್ಲಿ ಭಾಗವಹಿಸಿ ಪವಿತ್ರ ಸ್ನಾನ ಮಾಡಿದರು.	[268, 1457, 506, 1494]
registration-marks-left	[105, 1996, 153, 2009]
invest-story	[268, 1082, 830, 1262]
kleen-box	[832, 778, 1302, 898]
industry-col-1b: ಮಹತ್ವದ ಒಪ್ಪಂದ: ಕಾರ್ಯಕ್ರಮದಲ್ಲಿ ಹಲವು ಸಂಸ್ಥೆಗಳೊಂದಿಗೆ ಒಡಂಬಡಿಕೆ ಮಾಡಿಕೊಳ್ಳಲಾಯಿತು.	[600, 909, 822, 933]
lead-col-1: ಬೆಂಗಳೂರು: ಅದ್ಭುತ ಜೀವವೈವಿಧ್ಯತೆಯ ತಾಣ ಹಾಗೂ ಜೀವನದಿಗಳ ಉಗಮ ಸ್ಥಾನವಾದ ಪಶ್ಚಿಮಘಟ್ಟ ಪ್ರದೇಶದ ಸಂರಕ್ಷಣೆ ನಮ್ಮೆಲ್ಲರ ಹೊಣೆಯಾಗಿದೆ. ನದಿಗಳ ಮಹತ್ವದ ಬಗ್ಗೆ ಯುವಜನರಲ್ಲಿ ಅರಿವು ಮೂಡಿಸುವ ಅಗತ್ಯವಿದೆ ಎಂದು ಅರಣ್ಯ, ಜೀವಿಶಾಸ್ತ್ರ ಮತ್ತು ಪರಿಸರ ಸಚಿವ ಈಶ್ವರ ಬಿ. ಖಂಡ್ರೆ ಹೇಳಿದರು. ಅಶೋಕ ಟ್ರಸ್ಟ್ ಫಾರ್ ರಿಸರ್ಚ್ ಇನ್ ಇಕಾಲಜಿ ಅಂಡ್ ದಿ ಎನ್ವಿರಾನ್‌ಮೆಂಟ್ ಸಂಸ್ಥೆ ಹೊರತಂದಿರುವ ಕೃತಿಗಳನ್ನು ಬಿಡುಗಡೆ ಮಾಡಿ ಮಾತನಾಡಿದ ಅವರು, ಕರ್ನಾಟಕದ ಪಶ್ಚಿಮಘಟ್ಟ ಪ್ರದೇಶದಲ್ಲಿ 20,668 ಚ.ಕಿ.ಮೀ. ಪರಿಸರ ಸೂಕ್ಷ್ಮ ಪ್ರದೇಶವಾಗಿದೆ. ರಾಜ್ಯ ಈಗಾಗಲೇ 16,114 ಚದರ ಕಿ.ಮೀ. ಸಂರಕ್ಷಿತ ಅರಣ್ಯ ಪ್ರದೇಶವನ್ನು ಹೊಂದಿದೆ. ಇದು ರಾಜ್ಯದ ಒಟ್ಟು ಭೌಗೋಳಿಕ ಪ್ರದೇಶದ 8 ರಷ್ಟಿದೆ. ಉಳಿದ 4 ಸಾವಿರ ಚ.ಕಿ.ಮೀ. ಪ್ರದೇಶದ ಶೇ.17ರಷ್ಟು ಪ್ರದೇಶದಲ್ಲಿ 39 ತಾಲೂಕುಗಳ ಸುಮಾರು 1449 ಗ್ರಾಮಗಳಿವೆ ಎಂದರು.	[268, 214, 518, 355]
box-headline: ಸಂತಾನ ಹೀನತೆಗೆ ಕಾರಣಗಳೇನು?	[794, 1665, 944, 1681]
sidebar-story-2	[14, 714, 250, 1230]
date-block	[18, 16, 188, 64]
nanjunda-col-3: ರೈತ ಸಂಘದ ಹಿರಿಯ ಮುಖಂಡರು ನಂಜುಂಡಸ್ವಾಮಿ ಅವರ ಹೋರಾಟದ ದಿನಗಳನ್ನು ಸ್ಮರಿಸಿಕೊಂಡರು. ವಿಶ್ವವಿದ್ಯಾನಿಲಯದ ಪ್ರಾಧ್ಯಾಪಕರು ಉಪಸ್ಥಿತರಿದ್ದರು.	[1074, 1469, 1302, 1506]
sidebar-story-1	[14, 162, 250, 708]
sidebar-divider	[258, 82, 259, 1997]
weekday: ಶುಕ್ರವಾರ	[30, 16, 65, 30]
quote-text: ಕಾವೇರಿ ನದಿಯಿಂದ ಇನ್ನೂ 6 ಟಿಎಂಸಿ ನೀರನ್ನು ಯಾವ ಬೆಲೆ ತೆತ್ತಾದರೂ ತರಲಾಗುವುದು. ನೀರಾವರಿ ಖಾತೆಯೂ ನನ್ನ ಬಳಿಯೇ ಇದೆ. ಜತೆಗೆ ಇಲ್ಲಿನ ಸಂಚಾರ ಸಮಸ್ಯೆಯನ್ನೂ ಬಗೆಹರಿಸಲಾಗುವುದು. ಇನ್ನೊಂದೆಡೆಯಲ್ಲಿ ಉದ್ಯಮಗಳು ಸರ್ಕಾರದ ಬಿಯಾಂಡ್ ಬೆಂಗಳೂರು ಯೋಜನೆಗೆ ಸಹಕಾರ ನೀಡಬೇಕು.	[840, 913, 1073, 976]
kleen-headline: ಕ್ಲೀನ್ ಸಿಟಿಯಲ್ಲಿ ಕೆಲ್‌ಇ 1 ಸಾವಿರ ಕೋಟಿ ಹೂಡಿಕೆ	[840, 784, 1084, 802]
quote-icon: ❝	[1048, 1659, 1065, 1692]
registration-marks-right	[1180, 1996, 1228, 2009]
exam-col-1: ಬೆಂಗಳೂರು: 2023-24ನೇ ಸಾಲಿನ ಗೆಜೆಟೆಡ್ ಪ್ರೊಬೇಷನರ್ಸ್ ಗ್ರೂಪ್-ಎ ಮತ್ತು ಗ್ರೂಪ್-ಬಿ ವೃಂದದ 384 ಹುದ್ದೆಗಳ ನೇಮಕಾತಿಯ ಮುಖ್ಯ ಪರೀಕ್ಷೆಗೆ 1:15 ಅನುಪಾತದಲ್ಲಿ ಅರ್ಹರಾದ ಅಭ್ಯರ್ಥಿಗಳಿಂದ ಆನ್‌ಲೈನ್ ಮೂಲಕ ಅರ್ಜಿ ಆಹ್ವಾನಿಸಿದೆ. ಕೆಪಿಎಸ್‌ಸಿ ಪೂರ್ವಭಾವಿ ಪರೀಕ್ಷೆಯ ಫಲಿತಾಂಶವನ್ನು ಪ್ರಕಟಿಸಿದ್ದು ಅರ್ಹ ಅಭ್ಯರ್ಥಿಗಳು ಅರ್ಜಿ ಸಲ್ಲಿಸಬೇಕು.	[524, 1303, 672, 1405]
dateline: ಬೆಂಗಳೂರು:	[268, 643, 308, 654]
invest-headline: ಇನ್ವೆಸ್ಟ್ ಕರ್ನಾಟಕ: 8 ಹೂಡಿಕೆ ಒಪ್ಪಂದಕ್ಕೆ ಅಂಕಿತ	[268, 1083, 647, 1111]
ivf-col-1	[268, 1658, 518, 1994]
subhead: ಹೂಡಿಕೆ ವಿವರ:	[361, 1160, 418, 1171]
divider	[268, 1074, 1302, 1075]
space-headline: ಬಾಹ್ಯಾಕಾಶ ವಲಯದಲ್ಲಿ ಹೂಡಿಕೆಗೆ ಸಕಾಲ	[268, 569, 567, 634]
dateline: ತುಮಕೂರು:	[14, 1665, 54, 1676]
quote-attribution: ಎಸ್.ಎಫ್. ಕಮ್ಮಾರ, ನಿರ್ದೇಶಕ ಕೆಎಂಸಿ-ಆರ್‌ಐ	[1050, 1745, 1197, 1756]
nanjunda-story	[846, 1082, 1302, 1552]
story-text: 2023-24ನೇ ಸಾಲಿನ ಮುಂಗಾರು ಹಂಗಾಮಿನ ಪ್ರಧಾನ ಮಂತ್ರಿ ಫಸಲ್ ಭಿಮಾ ಯೋಜನೆಯಡಿ ಜಿಲ್ಲೆಯ ನಾಲ್ಕು ತಾಲೂಕುಗಳ ರೈತರು ಕಚೇರಿಗಳ ನೋಂದಣಿ ಮಾಡಿದ್ದಾರೆ. ಬೆಳೆ ವಿಮೆ ಪ್ರಕರಣ ಇತ್ಯರ್ಥಕ್ಕಾಗಿ ಬೆಳೆ ಸಮೀಕ್ಷೆಯ ದತ್ತಾಂಶಗಳನ್ನು ಬೆಳೆ ವಿಮೆ ನೋಂದಣಿಯಲ್ಲಿ ಪ್ರಸ್ತಾವನೆಗಳೊಂದಿಗೆ ಹೋಲಿಕೆ ಮಾಡಿ ಬೆಳೆ ಸಮೀಕ್ಷೆಯಲ್ಲಿ ದಾಖಲಾದ ಭೂಮಾಹಿತಿಯೊಂದಿಗೆ ತಾಳೆಯಾಗದ ಪ್ರಕರಣಗಳನ್ನು ವಿಮಾ ಸಂಸ್ಥೆಯವರು ಅಂತಿಮವಾಗಿ ನಿರ್ಧರಿಸುವ ಮುನ್ನ ಜಿಲ್ಲಾಮಟ್ಟದ ಸಮಿತಿಯ ಮುಂದೆ ಮಂಡಿಸುವಂತೆ ಸೂಚಿಸಲಾಗಿದೆ. ಅದರಂತೆ ಜಿಲ್ಲೆಯಲ್ಲಿ ಒಟ್ಟು 12 ಪ್ರಕರಣಗಳು ವಿಮಾ ಸಂಸ್ಥೆಯಿಂದ ತಿರಸ್ಕರಿಸಲ್ಪಟ್ಟಿದ್ದು ಸಂಬಂಧಿಸಿದ ರೈತರು ಅಗತ್ಯ ದಾಖಲೆಗಳನ್ನು ಸಲ್ಲಿಸುವಂತೆ ಜಂಟಿ ಕೃಷಿ ನಿರ್ದೇಶಕರು ತಿಳಿಸಿದ್ದಾರೆ.	[14, 209, 250, 337]
subhead: ಮಹತ್ವದ ಒಪ್ಪಂದ:	[600, 909, 668, 920]
industry-headline: ಕೈಗಾರಿಕಾ ಬೆಳವಣಿಗೆಗೆ ಸಹಕಾರ: ಕರಂದ್ಲಾಜೆ	[600, 569, 1032, 605]
